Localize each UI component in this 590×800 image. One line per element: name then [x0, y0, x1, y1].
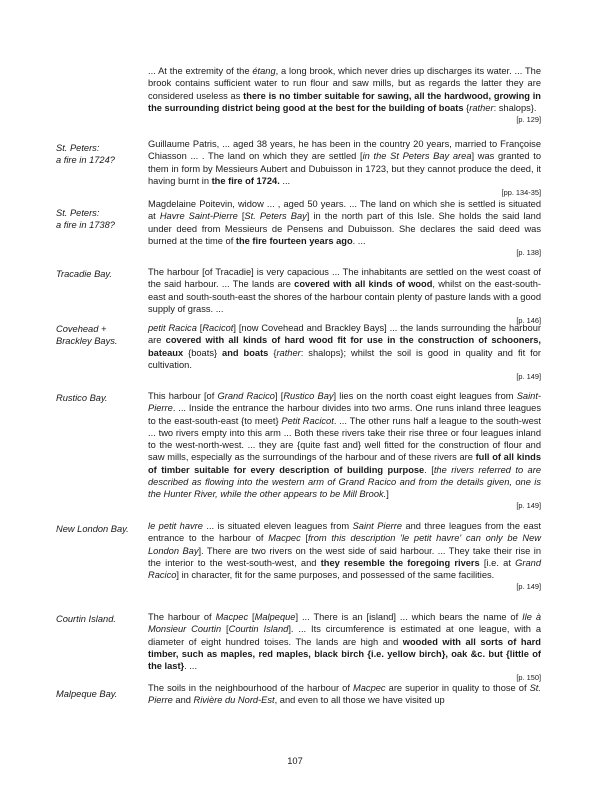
italic-text: le petit havre — [148, 521, 203, 531]
italic-text: Courtin Island — [228, 624, 289, 635]
text-run: , a long brook, which never dries up discharges its water. ... The brook contains sufficient water to run flour and saw mills, but as regards the latter they are considered useless as — [148, 66, 541, 101]
text-run: . ... — [352, 235, 366, 246]
italic-text: Saint Pierre — [352, 521, 403, 531]
text-run: ]. There are two rivers on the west side of said harbour. ... They take their rise in the interior to the west-south-west, and — [148, 545, 541, 568]
italic-text: rather — [276, 347, 301, 358]
page-reference: [p. 129] — [516, 114, 541, 124]
text-run: { — [463, 102, 470, 113]
text-run: ] [ — [274, 391, 284, 401]
bold-text: wooded with all sorts of hard timber, such as maples, red maples, black birch {i.e. yellow birch}, oak &c. but {little of the last} — [148, 636, 541, 672]
text-run: [ — [248, 612, 255, 622]
side-note-line: Tracadie Bay. — [56, 269, 112, 279]
side-note-line: Rustico Bay. — [56, 393, 108, 403]
text-run: ] in the north part of this Isle. She holds the said land under deed from Messieurs de Pensens and Dubuisson. She declares the said deed was burned at the time of — [148, 211, 541, 246]
side-note-line: Covehead + — [56, 324, 107, 334]
page-reference: [p. 150] — [516, 673, 541, 683]
entry-text — [148, 65, 541, 126]
side-note-line: Malpeque Bay. — [56, 689, 118, 699]
text-run: [ — [221, 624, 229, 635]
italic-text: Petit Racicot — [281, 415, 334, 426]
text-run: ... is situated eleven leagues from — [202, 521, 353, 531]
italic-text: Ile à Monsieur Courtin — [148, 612, 541, 635]
page-reference: [p. 146] — [516, 315, 541, 325]
italic-text: Macpec — [353, 683, 386, 693]
side-note — [56, 392, 144, 404]
italic-text: in the St Peters Bay area — [362, 151, 472, 162]
italic-text: Rivière du Nord-Est — [193, 695, 275, 706]
entry-text — [148, 266, 541, 327]
side-note — [56, 142, 144, 166]
bold-text: the fire of 1724. — [211, 175, 280, 186]
bold-text: there is no timber suitable for sawing, all the hardwood, growing in the surrounding district being good at the best for the building of boats — [148, 90, 541, 113]
entry-text — [148, 390, 541, 513]
side-note — [56, 323, 144, 347]
italic-text: St. Pierre — [148, 683, 541, 706]
text-run: Magdelaine Poitevin, widow ... , aged 50 years. ... The land on which she is settled is situated at — [148, 199, 541, 222]
bold-text: the fire fourteen years ago — [235, 235, 353, 246]
side-note-line: Brackley Bays. — [56, 336, 118, 346]
entry-text — [148, 138, 541, 199]
entry-text — [148, 611, 541, 684]
text-run: : shalops}; whilst the soil is good in quality and fit for cultivation. — [148, 347, 542, 370]
text-run: ] was granted to them in form by Messieurs Aubert and Dubuisson in 1723, but they cannot produce the deed, it having burnt in — [148, 151, 541, 186]
text-run: are superior in quality to those of — [385, 683, 530, 693]
bold-text: covered with all kinds of wood — [294, 279, 433, 290]
italic-text: St. Peters Bay — [244, 211, 307, 222]
side-note-line: a fire in 1738? — [56, 220, 115, 230]
page-reference: [pp. 134-35] — [501, 187, 541, 197]
entry-text — [148, 520, 541, 593]
entry-text — [148, 682, 541, 707]
text-run: This harbour [of — [148, 391, 218, 401]
text-run: The harbour [of Tracadie] is very capacious ... The inhabitants are settled on the west coast of the said harbour. ... The lands are — [148, 267, 541, 290]
italic-text: Grand Racico — [148, 557, 541, 581]
side-note-line: a fire in 1724? — [56, 155, 115, 165]
text-run: and three leagues from the east entrance to the harbour of — [148, 521, 541, 544]
side-note-line: St. Peters: — [56, 208, 100, 218]
side-note — [56, 268, 144, 280]
side-note-line: New London Bay. — [56, 524, 129, 534]
text-run: ... At the extremity of the — [148, 66, 253, 76]
side-note — [56, 523, 144, 535]
text-run: and — [172, 695, 194, 706]
side-note-line: St. Peters: — [56, 143, 100, 153]
text-run: ]. ... Its circumference is estimated at one league, with a diameter of eight hundred toises. The lands are high and — [148, 624, 541, 647]
side-note — [56, 613, 144, 625]
page-reference: [p. 138] — [516, 247, 541, 257]
bold-text: full of all kinds of timber suitable for every description of building purpose — [148, 452, 541, 475]
text-run: . [ — [424, 464, 434, 475]
page-reference: [p. 149] — [516, 371, 541, 381]
text-run: The soils in the neighbourhood of the harbour of — [148, 683, 354, 693]
italic-text: Rustico Bay — [283, 391, 334, 401]
text-run: ... — [279, 175, 291, 186]
text-run: { — [268, 347, 277, 358]
text-run: The harbour of — [148, 612, 216, 622]
text-run: , whilst on the east-south-east and south-south-east the shores of the harbour contain plenty of pasture lands with a good supply of grass. ... — [148, 279, 542, 314]
text-run: ] ... There is an [island] ... which bears the name of — [295, 612, 523, 622]
bold-text: and boats — [222, 347, 269, 358]
italic-text: Grand Racico — [217, 391, 275, 401]
page-reference: [p. 149] — [516, 501, 541, 511]
italic-text: Macpec — [268, 533, 301, 544]
text-run: ] [now Covehead and Brackley Bays] ... the lands surrounding the harbour are — [148, 323, 541, 346]
italic-text: Havre Saint-Pierre — [159, 211, 238, 222]
text-run: {boats} — [183, 347, 223, 358]
italic-text: from this description 'le petit havre' can only be New London Bay — [148, 533, 541, 556]
text-run: Guillaume Patris, ... aged 38 years, he has been in the country 20 years, married to Françoise Chiasson ... . The land on which they are settled [ — [148, 139, 541, 162]
entry-text — [148, 198, 541, 259]
text-run: [ — [237, 211, 245, 222]
italic-text: the rivers referred to are described as flowing into the western arm of Grand Racico and from the details given, one is the Hunter River, while the other appears to be Mill Brook. — [148, 464, 541, 500]
italic-text: Saint-Pierre — [148, 391, 542, 414]
entry-text — [148, 322, 541, 383]
text-run: [i.e. at — [479, 557, 516, 568]
page-reference: [p. 149] — [516, 582, 541, 592]
italic-text: rather — [469, 102, 494, 113]
italic-text: étang — [252, 66, 276, 76]
text-run: ] in character, fit for the same purposes, and possessed of the same facilities. — [176, 570, 495, 581]
text-run: . ... The other runs half a league to the south-west ... two rivers empty into this arm ... Both these rivers take their rise three or four leagues inland to the west-north-west. ... they are {quite fast and} well fitted for the construction of flour and saw mills, especially as the surroundings of the harbour and of these rivers are — [148, 415, 541, 463]
text-run: . ... Inside the entrance the harbour divides into two arms. One runs inland three leagues to the east-south-east {to meet} — [148, 403, 541, 426]
text-run: [ — [300, 533, 309, 544]
text-run: , and even to all those we have visited up — [274, 695, 445, 706]
side-note — [56, 688, 144, 700]
italic-text: Malpeque — [254, 612, 296, 622]
side-note-line: Courtin Island. — [56, 614, 116, 624]
page-number: 107 — [287, 756, 303, 766]
text-run: . ... — [184, 661, 198, 672]
text-run: : shalops}. — [493, 102, 537, 113]
italic-text: petit Racica — [148, 323, 197, 333]
text-run: ] lies on the north coast eight leagues from — [333, 391, 517, 401]
italic-text: Macpec — [215, 612, 249, 622]
italic-text: Racicot — [202, 323, 234, 333]
bold-text: covered with all kinds of hard wood fit for use in the construction of schooners, bateaux — [148, 335, 541, 358]
text-run: [ — [196, 323, 203, 333]
side-note — [56, 207, 144, 231]
bold-text: they resemble the foregoing rivers — [320, 557, 480, 568]
text-run: ] — [386, 489, 389, 500]
